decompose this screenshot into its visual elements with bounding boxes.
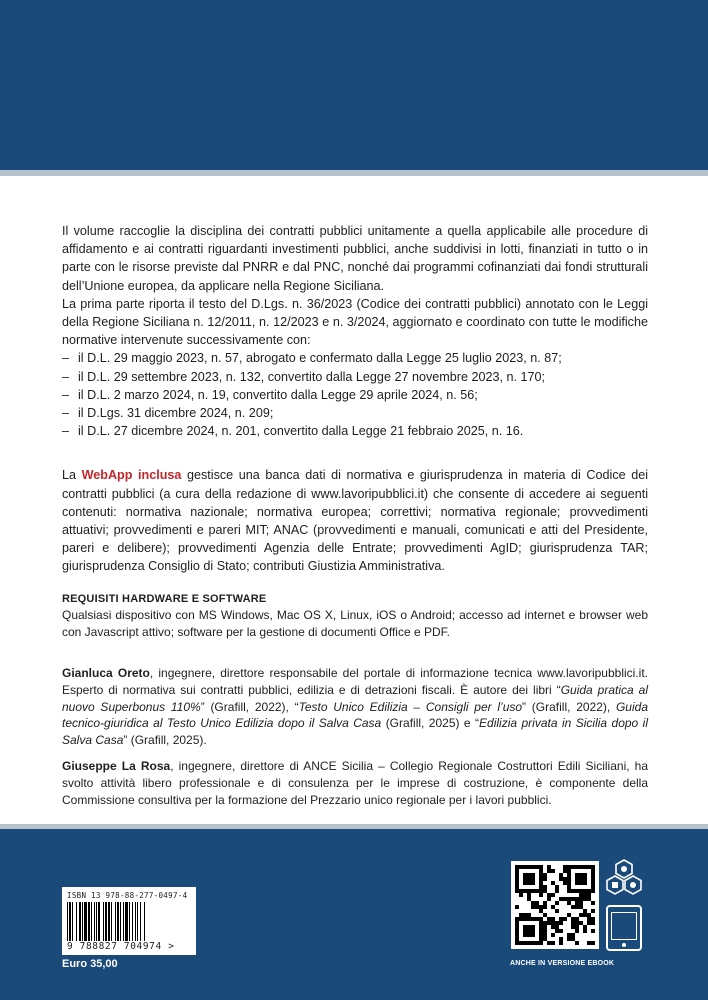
top-color-band [0, 0, 708, 170]
dash-bullet: – [62, 406, 70, 421]
updates-list [62, 349, 648, 440]
price: Euro 35,00 [62, 958, 118, 970]
qr-code-icon [511, 861, 599, 949]
webapp-text: gestisce una banca dati di normativa e giurisprudenza in materia di Codice dei contratti pubblici (a cura della redazione di www.lavoripubblici.it) che consente di accedere ai seguenti contenuti: normativa nazionale; normativa europea; correttivi; normativa regionale; provvedimenti attuativi; provvedimenti e pareri MIT; ANAC (provvedimenti e manuali, comunicati e atti del Presidente, pareri e delibere); provvedimenti Agenzia delle Entrate; provvedimenti AgID; giurisprudenza TAR; giurisprudenza Consiglio di Stato; contributi Giustizia Amministrativa. [62, 468, 648, 574]
top-divider-stripe [0, 170, 708, 176]
author-name: Gianluca Oreto [62, 666, 150, 680]
barcode-bars [67, 902, 191, 941]
list-item [62, 368, 648, 386]
list-item [62, 386, 648, 404]
author-bio-oreto [62, 665, 648, 749]
book-title: Testo Unico Edilizia – Consigli per l’uso [298, 699, 523, 714]
book-title: Guida pratica al nuovo Superbonus 110% [62, 682, 648, 714]
author-name: Giuseppe La Rosa [62, 758, 171, 773]
bio-text: , ingegnere, direttore di ANCE Sicilia – Collegio Regionale Costruttori Edili Siciliani, ha svolto attività libero professionale e di consulenza per le imprese di costruzione, è componente della Commissione consultiva per la formazione del Prezzario unico regionale per i lavori pubblici. [62, 758, 648, 807]
qr-code-modules [515, 865, 595, 945]
webapp-paragraph [62, 466, 648, 575]
book-title: Guida tecnico-giuridica al Testo Unico Edilizia dopo il Salva Casa [62, 699, 648, 731]
barcode-digits: 9 788827 704974 > [67, 941, 175, 952]
bio-text: ” (Grafill, 2022), “ [200, 699, 299, 714]
bio-text: (Grafill, 2025) e “ [381, 716, 480, 731]
dash-bullet: – [62, 369, 70, 384]
bio-text: ” (Grafill, 2022), [522, 699, 616, 714]
requirements-text: Qualsiasi dispositivo con MS Windows, Mac OS X, Linux, iOS o Android; accesso ad internet e browser web con Javascript attivo; software per la gestione di documenti Office e PDF. [62, 607, 648, 639]
barcode-bar [145, 902, 146, 941]
update-text: il D.Lgs. 31 dicembre 2024, n. 209; [78, 406, 274, 421]
ebook-label: ANCHE IN VERSIONE EBOOK [510, 960, 615, 967]
contents-paragraph: La prima parte riporta il testo del D.Lgs. n. 36/2023 (Codice dei contratti pubblici) annotato con le Leggi della Regione Siciliana n. 12/2011, n. 12/2023 e n. 3/2024, aggiornato e coordinato con tutte le modifiche normative intervenute successivamente con: [62, 296, 648, 348]
requirements-title: REQUISITI HARDWARE E SOFTWARE [62, 592, 267, 605]
dash-bullet: – [62, 387, 70, 402]
dash-bullet: – [62, 424, 70, 439]
bio-text: , ingegnere, direttore responsabile del portale di informazione tecnica www.lavoripubblici.it. Esperto di normativa sui contratti pubblici, edilizia e di detrazioni fiscali. È autore dei libri “ [62, 666, 648, 697]
dash-bullet: – [62, 351, 70, 366]
author-bio-larosa [62, 758, 648, 808]
update-text: il D.L. 29 settembre 2023, n. 132, convertito dalla Legge 27 novembre 2023, n. 170; [78, 369, 545, 384]
list-item [62, 404, 648, 422]
update-text: il D.L. 27 dicembre 2024, n. 201, convertito dalla Legge 21 febbraio 2025, n. 16. [78, 424, 524, 439]
isbn-barcode [62, 887, 196, 955]
update-text: il D.L. 29 maggio 2023, n. 57, abrogato e confermato dalla Legge 25 luglio 2023, n. 87; [78, 351, 562, 366]
isbn-number: ISBN 13 978-88-277-0497-4 [67, 891, 188, 900]
platforms-icon [604, 859, 644, 899]
authors-section [62, 665, 648, 808]
tablet-button [622, 943, 626, 947]
book-title: Edilizia privata in Sicilia dopo il Salva Casa [62, 716, 648, 748]
list-item [62, 422, 648, 440]
tablet-icon [606, 905, 642, 951]
webapp-highlight: WebApp inclusa [81, 468, 182, 483]
platforms-hexagons-icon [604, 859, 644, 899]
intro-paragraph: Il volume raccoglie la disciplina dei contratti pubblici unitamente a quella applicabile alle procedure di affidamento e ai contratti riguardanti investimenti pubblici, anche suddivisi in lotti, finanziati in tutto o in parte con le risorse previste dal PNRR e dal PNC, nonché dai programmi cofinanziati dai fondi strutturali dell’Unione europea, da applicare nella Regione Siciliana. [62, 224, 648, 293]
list-item [62, 349, 648, 367]
tablet-screen [611, 912, 637, 940]
update-text: il D.L. 2 marzo 2024, n. 19, convertito dalla Legge 29 aprile 2024, n. 56; [78, 387, 478, 402]
qr-module [591, 941, 595, 945]
description [62, 222, 648, 641]
webapp-prefix: La [62, 468, 82, 483]
bio-text: ” (Grafill, 2025). [123, 733, 207, 748]
